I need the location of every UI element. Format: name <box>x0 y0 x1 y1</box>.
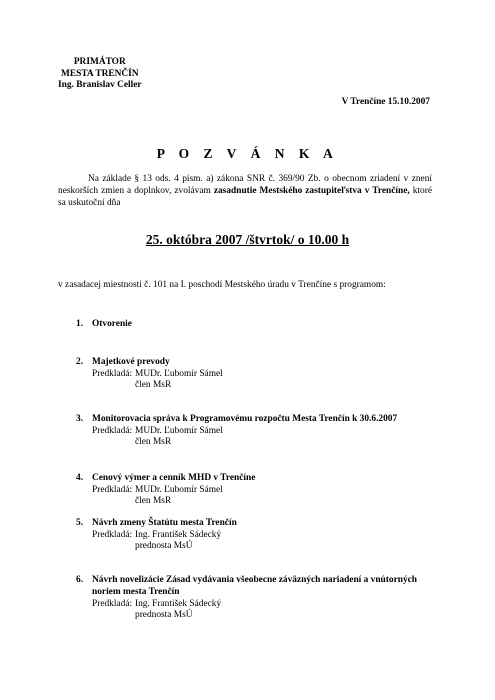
agenda-number: 5. <box>76 518 84 528</box>
presenter-name: MUDr. Ľubomír Sámel <box>135 368 223 379</box>
presenter-line <box>92 369 436 381</box>
presenter-line <box>92 599 436 611</box>
agenda-number: 2. <box>76 357 84 367</box>
intro-paragraph <box>58 174 432 209</box>
agenda-item <box>76 319 436 331</box>
agenda-number: 3. <box>76 414 84 424</box>
meeting-date: 25. októbra 2007 /štvrtok/ o 10.00 h <box>145 232 350 247</box>
presenter-role-line <box>92 541 436 553</box>
presenter-label: Predkladá: <box>92 425 133 436</box>
presenter-name: Ing. František Sádecký <box>135 529 222 540</box>
agenda-item <box>76 518 436 553</box>
agenda-number: 4. <box>76 473 84 483</box>
presenter-line <box>92 426 436 438</box>
intro-text-end: ktoré sa uskutoční dňa <box>58 185 432 208</box>
presenter-role-line <box>92 380 436 392</box>
agenda-title: Cenový výmer a cenník MHD v Trenčíne <box>92 473 256 483</box>
presenter-label: Predkladá: <box>92 529 133 540</box>
meeting-place: v zasadacej miestnosti č. 101 na I. poschodí Mestského úradu v Trenčíne s programom: <box>58 280 386 290</box>
presenter-name: MUDr. Ľubomír Sámel <box>135 425 223 436</box>
presenter-role: člen MsR <box>135 437 172 448</box>
sender-name: Ing. Branislav Celler <box>58 80 142 90</box>
presenter-label: Predkladá: <box>92 598 133 609</box>
intro-text-bold: zasadnutie Mestského zastupiteľstva v Trenčíne, <box>213 185 410 196</box>
sender-office: MESTA TRENČÍN <box>61 68 139 79</box>
presenter-label: Predkladá: <box>92 368 133 379</box>
agenda-item <box>76 473 436 508</box>
presenter-line <box>92 530 436 542</box>
presenter-role-line <box>92 496 436 508</box>
agenda-title: Monitorovacia správa k Programovému rozpočtu Mesta Trenčín k 30.6.2007 <box>92 414 398 424</box>
presenter-name: MUDr. Ľubomír Sámel <box>135 484 223 495</box>
presenter-role: člen MsR <box>135 380 172 391</box>
presenter-label: Predkladá: <box>92 484 133 495</box>
presenter-role-line <box>92 437 436 449</box>
presenter-role-line <box>92 610 436 622</box>
agenda-title: Otvorenie <box>92 319 132 329</box>
agenda-title: Návrh novelizácie Zásad vydávania všeobecne záväzných nariadení a vnútorných noriem mesta Trenčín <box>92 575 418 597</box>
presenter-role: prednosta MsÚ <box>135 541 193 552</box>
document-title: P O Z V Á N K A <box>156 146 339 161</box>
agenda-item <box>76 575 436 622</box>
agenda-title: Majetkové prevody <box>92 357 170 367</box>
presenter-name: Ing. František Sádecký <box>135 598 222 609</box>
intro-text-start: Na základe § 13 ods. 4 písm. a) zákona SNR č. 369/90 Zb. o obecnom zriadení v znení neskorších zmien a doplnkov, zvolávam <box>58 174 432 196</box>
agenda-item <box>76 357 436 392</box>
presenter-role: prednosta MsÚ <box>135 610 193 621</box>
presenter-role: člen MsR <box>135 496 172 507</box>
sender-title: PRIMÁTOR <box>73 57 126 67</box>
agenda-number: 1. <box>76 319 84 329</box>
agenda-item <box>76 414 436 449</box>
sender-block <box>58 57 142 92</box>
agenda-number: 6. <box>76 575 84 585</box>
agenda-title: Návrh zmeny Štatútu mesta Trenčín <box>92 518 237 528</box>
place-date: V Trenčíne 15.10.2007 <box>341 97 430 107</box>
presenter-line <box>92 485 436 497</box>
